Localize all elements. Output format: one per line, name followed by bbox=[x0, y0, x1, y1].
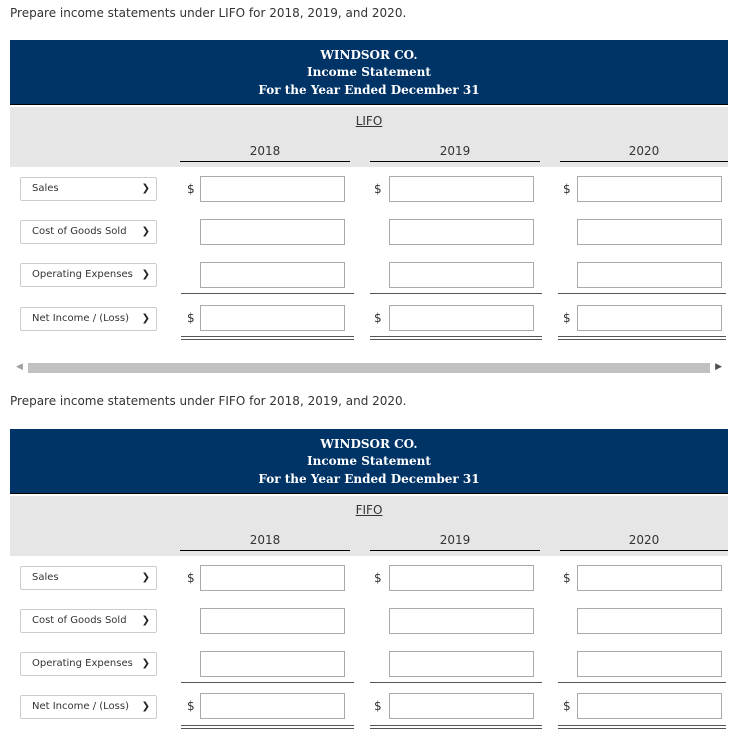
company-name: WINDSOR CO. bbox=[320, 48, 418, 62]
year-header-2018: 2018 bbox=[180, 533, 350, 551]
dollar-sign: $ bbox=[563, 571, 571, 585]
select-value: Operating Expenses bbox=[32, 658, 133, 669]
scrollbar-thumb[interactable] bbox=[28, 363, 710, 373]
year-header-2019: 2019 bbox=[370, 144, 540, 162]
fifo-row-label-select-net-income[interactable] bbox=[20, 695, 157, 719]
fifo-column-header-band bbox=[10, 496, 728, 556]
total-double-rule bbox=[558, 336, 726, 340]
select-value: Cost of Goods Sold bbox=[32, 226, 127, 237]
lifo-cogs-2020-input[interactable] bbox=[577, 219, 722, 245]
chevron-down-icon: ❯ bbox=[141, 269, 150, 280]
chevron-down-icon: ❯ bbox=[141, 226, 150, 237]
dollar-sign: $ bbox=[187, 311, 195, 325]
subtotal-rule bbox=[181, 293, 354, 294]
fifo-instruction: Prepare income statements under FIFO for 2018, 2019, and 2020. bbox=[10, 394, 407, 408]
select-value: Sales bbox=[32, 572, 59, 583]
fifo-sales-2020-input[interactable] bbox=[577, 565, 722, 591]
dollar-sign: $ bbox=[563, 311, 571, 325]
select-value: Sales bbox=[32, 183, 59, 194]
chevron-down-icon: ❯ bbox=[141, 572, 150, 583]
lifo-row-label-select-cogs[interactable] bbox=[20, 220, 157, 244]
company-name: WINDSOR CO. bbox=[320, 437, 418, 451]
chevron-down-icon: ❯ bbox=[141, 615, 150, 626]
chevron-down-icon: ❯ bbox=[141, 183, 150, 194]
subtotal-rule bbox=[370, 293, 542, 294]
subtotal-rule bbox=[181, 682, 354, 683]
dollar-sign: $ bbox=[374, 311, 382, 325]
lifo-cogs-2018-input[interactable] bbox=[200, 219, 345, 245]
subtotal-rule bbox=[558, 293, 726, 294]
lifo-cogs-2019-input[interactable] bbox=[389, 219, 534, 245]
total-double-rule bbox=[558, 725, 726, 729]
method-label: LIFO bbox=[355, 114, 383, 128]
method-label: FIFO bbox=[355, 503, 383, 517]
year-header-2020: 2020 bbox=[560, 533, 728, 551]
subtotal-rule bbox=[558, 682, 726, 683]
total-double-rule bbox=[181, 336, 354, 340]
lifo-statement-header bbox=[10, 40, 728, 105]
fifo-opex-2020-input[interactable] bbox=[577, 651, 722, 677]
dollar-sign: $ bbox=[374, 571, 382, 585]
subtotal-rule bbox=[370, 682, 542, 683]
lifo-net-income-2019-input[interactable] bbox=[389, 305, 534, 331]
statement-period: For the Year Ended December 31 bbox=[258, 83, 480, 97]
lifo-sales-2018-input[interactable] bbox=[200, 176, 345, 202]
dollar-sign: $ bbox=[187, 182, 195, 196]
statement-title: Income Statement bbox=[307, 65, 431, 79]
select-value: Net Income / (Loss) bbox=[32, 701, 129, 712]
dollar-sign: $ bbox=[187, 571, 195, 585]
year-header-2020: 2020 bbox=[560, 144, 728, 162]
scroll-right-arrow-icon[interactable]: ▶ bbox=[715, 362, 722, 372]
fifo-row-label-select-opex[interactable] bbox=[20, 652, 157, 676]
lifo-sales-2020-input[interactable] bbox=[577, 176, 722, 202]
total-double-rule bbox=[370, 725, 542, 729]
dollar-sign: $ bbox=[187, 699, 195, 713]
dollar-sign: $ bbox=[374, 699, 382, 713]
year-header-2018: 2018 bbox=[180, 144, 350, 162]
chevron-down-icon: ❯ bbox=[141, 658, 150, 669]
fifo-net-income-2019-input[interactable] bbox=[389, 693, 534, 719]
scroll-left-arrow-icon[interactable]: ◀ bbox=[16, 362, 23, 372]
total-double-rule bbox=[181, 725, 354, 729]
fifo-sales-2019-input[interactable] bbox=[389, 565, 534, 591]
fifo-sales-2018-input[interactable] bbox=[200, 565, 345, 591]
horizontal-scrollbar[interactable] bbox=[10, 360, 728, 375]
fifo-row-label-select-sales[interactable] bbox=[20, 566, 157, 590]
chevron-down-icon: ❯ bbox=[141, 701, 150, 712]
select-value: Net Income / (Loss) bbox=[32, 313, 129, 324]
fifo-opex-2018-input[interactable] bbox=[200, 651, 345, 677]
lifo-opex-2020-input[interactable] bbox=[577, 262, 722, 288]
fifo-net-income-2020-input[interactable] bbox=[577, 693, 722, 719]
select-value: Cost of Goods Sold bbox=[32, 615, 127, 626]
fifo-row-label-select-cogs[interactable] bbox=[20, 609, 157, 633]
lifo-opex-2018-input[interactable] bbox=[200, 262, 345, 288]
dollar-sign: $ bbox=[374, 182, 382, 196]
year-header-2019: 2019 bbox=[370, 533, 540, 551]
lifo-opex-2019-input[interactable] bbox=[389, 262, 534, 288]
lifo-net-income-2020-input[interactable] bbox=[577, 305, 722, 331]
fifo-opex-2019-input[interactable] bbox=[389, 651, 534, 677]
dollar-sign: $ bbox=[563, 699, 571, 713]
statement-title: Income Statement bbox=[307, 454, 431, 468]
statement-period: For the Year Ended December 31 bbox=[258, 472, 480, 486]
lifo-row-label-select-net-income[interactable] bbox=[20, 307, 157, 331]
fifo-cogs-2019-input[interactable] bbox=[389, 608, 534, 634]
lifo-sales-2019-input[interactable] bbox=[389, 176, 534, 202]
dollar-sign: $ bbox=[563, 182, 571, 196]
chevron-down-icon: ❯ bbox=[141, 313, 150, 324]
fifo-cogs-2020-input[interactable] bbox=[577, 608, 722, 634]
fifo-net-income-2018-input[interactable] bbox=[200, 693, 345, 719]
lifo-row-label-select-sales[interactable] bbox=[20, 177, 157, 201]
lifo-instruction: Prepare income statements under LIFO for 2018, 2019, and 2020. bbox=[10, 6, 407, 20]
select-value: Operating Expenses bbox=[32, 269, 133, 280]
lifo-net-income-2018-input[interactable] bbox=[200, 305, 345, 331]
total-double-rule bbox=[370, 336, 542, 340]
fifo-cogs-2018-input[interactable] bbox=[200, 608, 345, 634]
lifo-column-header-band bbox=[10, 107, 728, 167]
fifo-statement-header bbox=[10, 429, 728, 494]
lifo-row-label-select-opex[interactable] bbox=[20, 263, 157, 287]
